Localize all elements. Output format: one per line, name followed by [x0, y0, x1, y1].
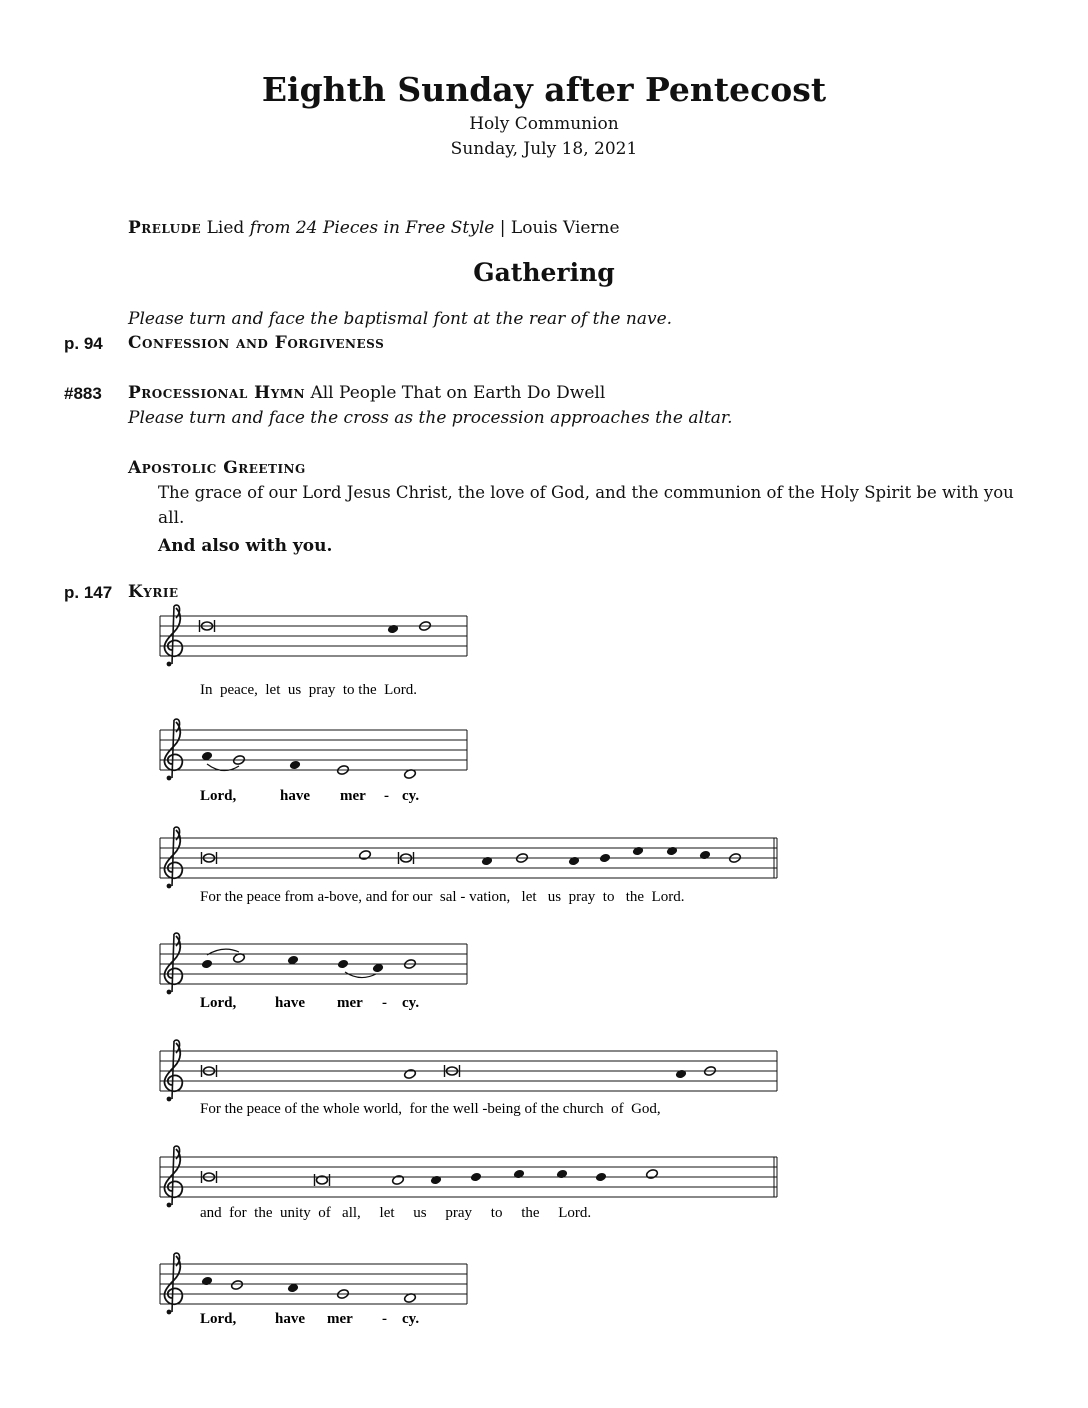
staff-3: [160, 827, 777, 888]
staff-6: [160, 1146, 777, 1207]
confession-ref: p. 94: [64, 334, 103, 353]
greeting-label: Apostolic Greeting: [128, 458, 306, 478]
lyric-word: have: [275, 1311, 305, 1327]
lyric-word: cy.: [402, 788, 420, 804]
font-instruction: Please turn and face the baptismal font at the rear of the nave.: [128, 309, 673, 329]
prelude-composer: Louis Vierne: [510, 218, 620, 238]
lyric-word: have: [275, 995, 305, 1011]
lyric-word: Lord,: [200, 788, 237, 804]
prelude-source: from 24 Pieces in Free Style: [249, 218, 495, 238]
lyric-word: -: [382, 1311, 387, 1327]
staff-3-lyrics: For the peace from a-bove, and for our sal - vation, let us pray to the Lord.: [200, 889, 685, 905]
staff-5: [160, 1040, 777, 1101]
lyric-word: mer: [340, 788, 366, 804]
prelude-piece: Lied: [206, 218, 245, 238]
staff-1: [160, 605, 467, 666]
lyric-word: Lord,: [200, 1311, 237, 1327]
lyric-word: mer: [337, 995, 363, 1011]
lyric-word: mer: [327, 1311, 353, 1327]
staff-1-lyrics: In peace, let us pray to the Lord.: [200, 682, 418, 698]
kyrie-ref: p. 147: [64, 583, 113, 602]
gathering-heading: Gathering: [473, 258, 615, 287]
hymn-label: Processional Hymn: [128, 383, 306, 403]
staff-2-lyrics: [200, 788, 419, 804]
staff-5-lyrics: For the peace of the whole world, for the well -being of the church of God,: [200, 1101, 661, 1117]
confession-label: Confession and Forgiveness: [128, 333, 385, 353]
note: [387, 624, 399, 635]
staff-7: [160, 1253, 467, 1314]
lyric-word: have: [280, 788, 310, 804]
service-name: Holy Communion: [469, 114, 619, 134]
staff-2: [160, 719, 467, 780]
hymn-title: All People That on Earth Do Dwell: [310, 383, 606, 403]
lyric-word: Lord,: [200, 995, 237, 1011]
lyric-word: -: [382, 995, 387, 1011]
staff-4: [160, 933, 467, 994]
greeting-response: And also with you.: [158, 536, 333, 556]
hymn-ref: #883: [64, 384, 102, 403]
cross-instruction: Please turn and face the cross as the procession approaches the altar.: [128, 408, 733, 428]
greeting-text-2: all.: [158, 508, 185, 528]
service-date: Sunday, July 18, 2021: [450, 139, 638, 159]
staff-4-lyrics: [200, 995, 419, 1011]
kyrie-label: Kyrie: [128, 582, 179, 602]
prelude-label: Prelude: [128, 218, 202, 238]
lyric-word: cy.: [402, 1311, 420, 1327]
prelude-separator: |: [499, 218, 506, 238]
staff-7-lyrics: [200, 1311, 419, 1327]
lyric-word: cy.: [402, 995, 420, 1011]
greeting-text-1: The grace of our Lord Jesus Christ, the love of God, and the communion of the Holy Spirit be with you: [158, 483, 1014, 502]
staff-6-lyrics: and for the unity of all, let us pray to the Lord.: [200, 1205, 592, 1221]
page-title: Eighth Sunday after Pentecost: [261, 70, 827, 109]
lyric-word: -: [384, 788, 389, 804]
